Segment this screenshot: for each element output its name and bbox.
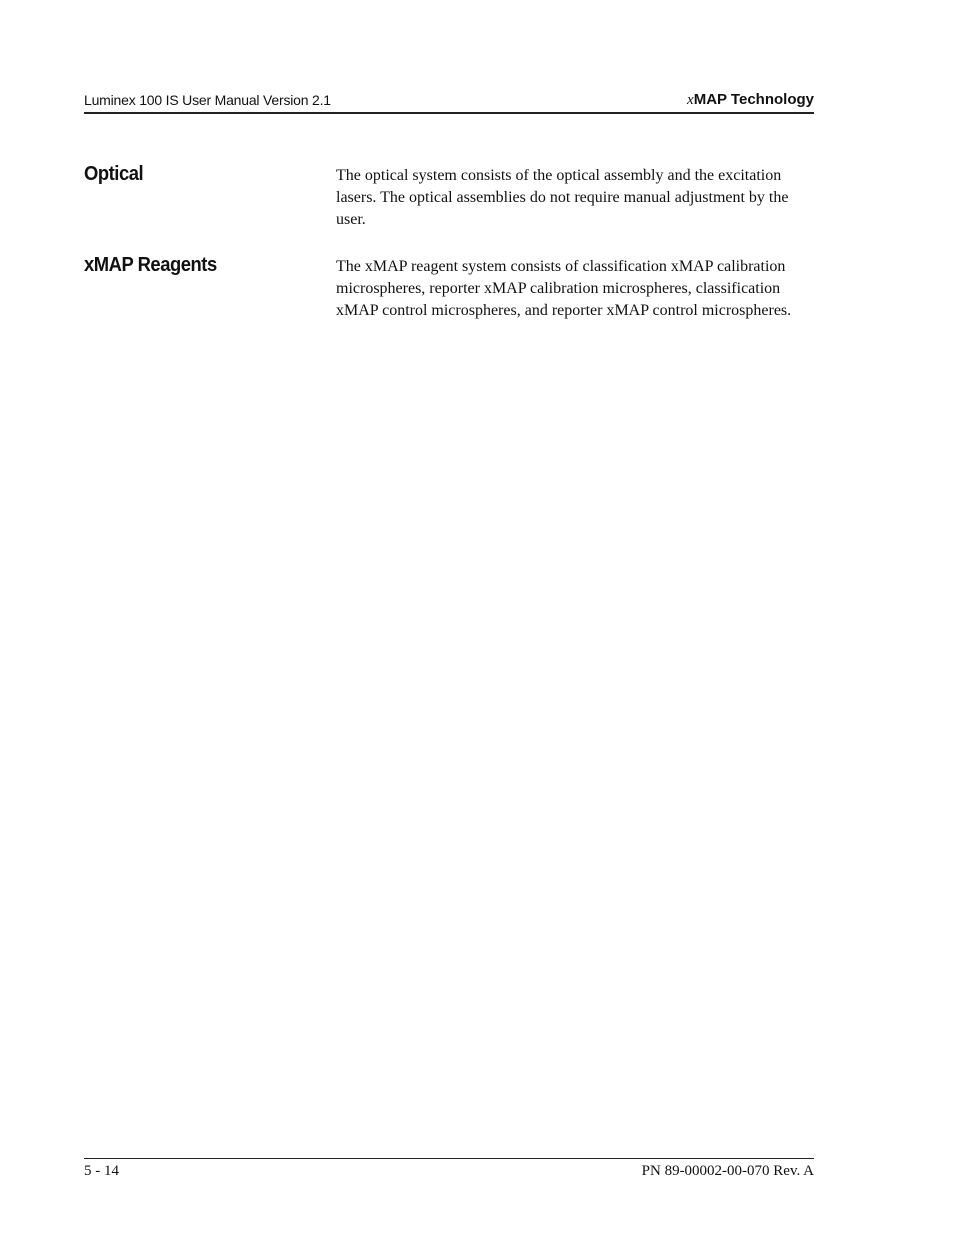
manual-title: Luminex 100 IS User Manual Version 2.1: [84, 92, 331, 108]
running-header: [84, 90, 814, 114]
section-body-optical: The optical system consists of the optical assembly and the excitation lasers. The optical assemblies do not require manual adjustment by the user.: [336, 167, 789, 228]
page-number: 5 - 14: [84, 1163, 119, 1179]
page-footer: [84, 1158, 814, 1179]
chapter-title-text: MAP Technology: [693, 91, 814, 108]
section-title-optical: Optical: [84, 163, 144, 185]
chapter-title: [687, 91, 814, 109]
section-title-xmap-reagents: xMAP Reagents: [84, 254, 217, 276]
part-number: PN 89-00002-00-070 Rev. A: [641, 1163, 814, 1179]
section-body-xmap-reagents: The xMAP reagent system consists of classification xMAP calibration microspheres, reporter xMAP calibration microspheres, classification xMAP control microspheres, and reporter xMAP control microspheres.: [336, 258, 792, 319]
chapter-title-italic-x: x: [687, 92, 694, 108]
